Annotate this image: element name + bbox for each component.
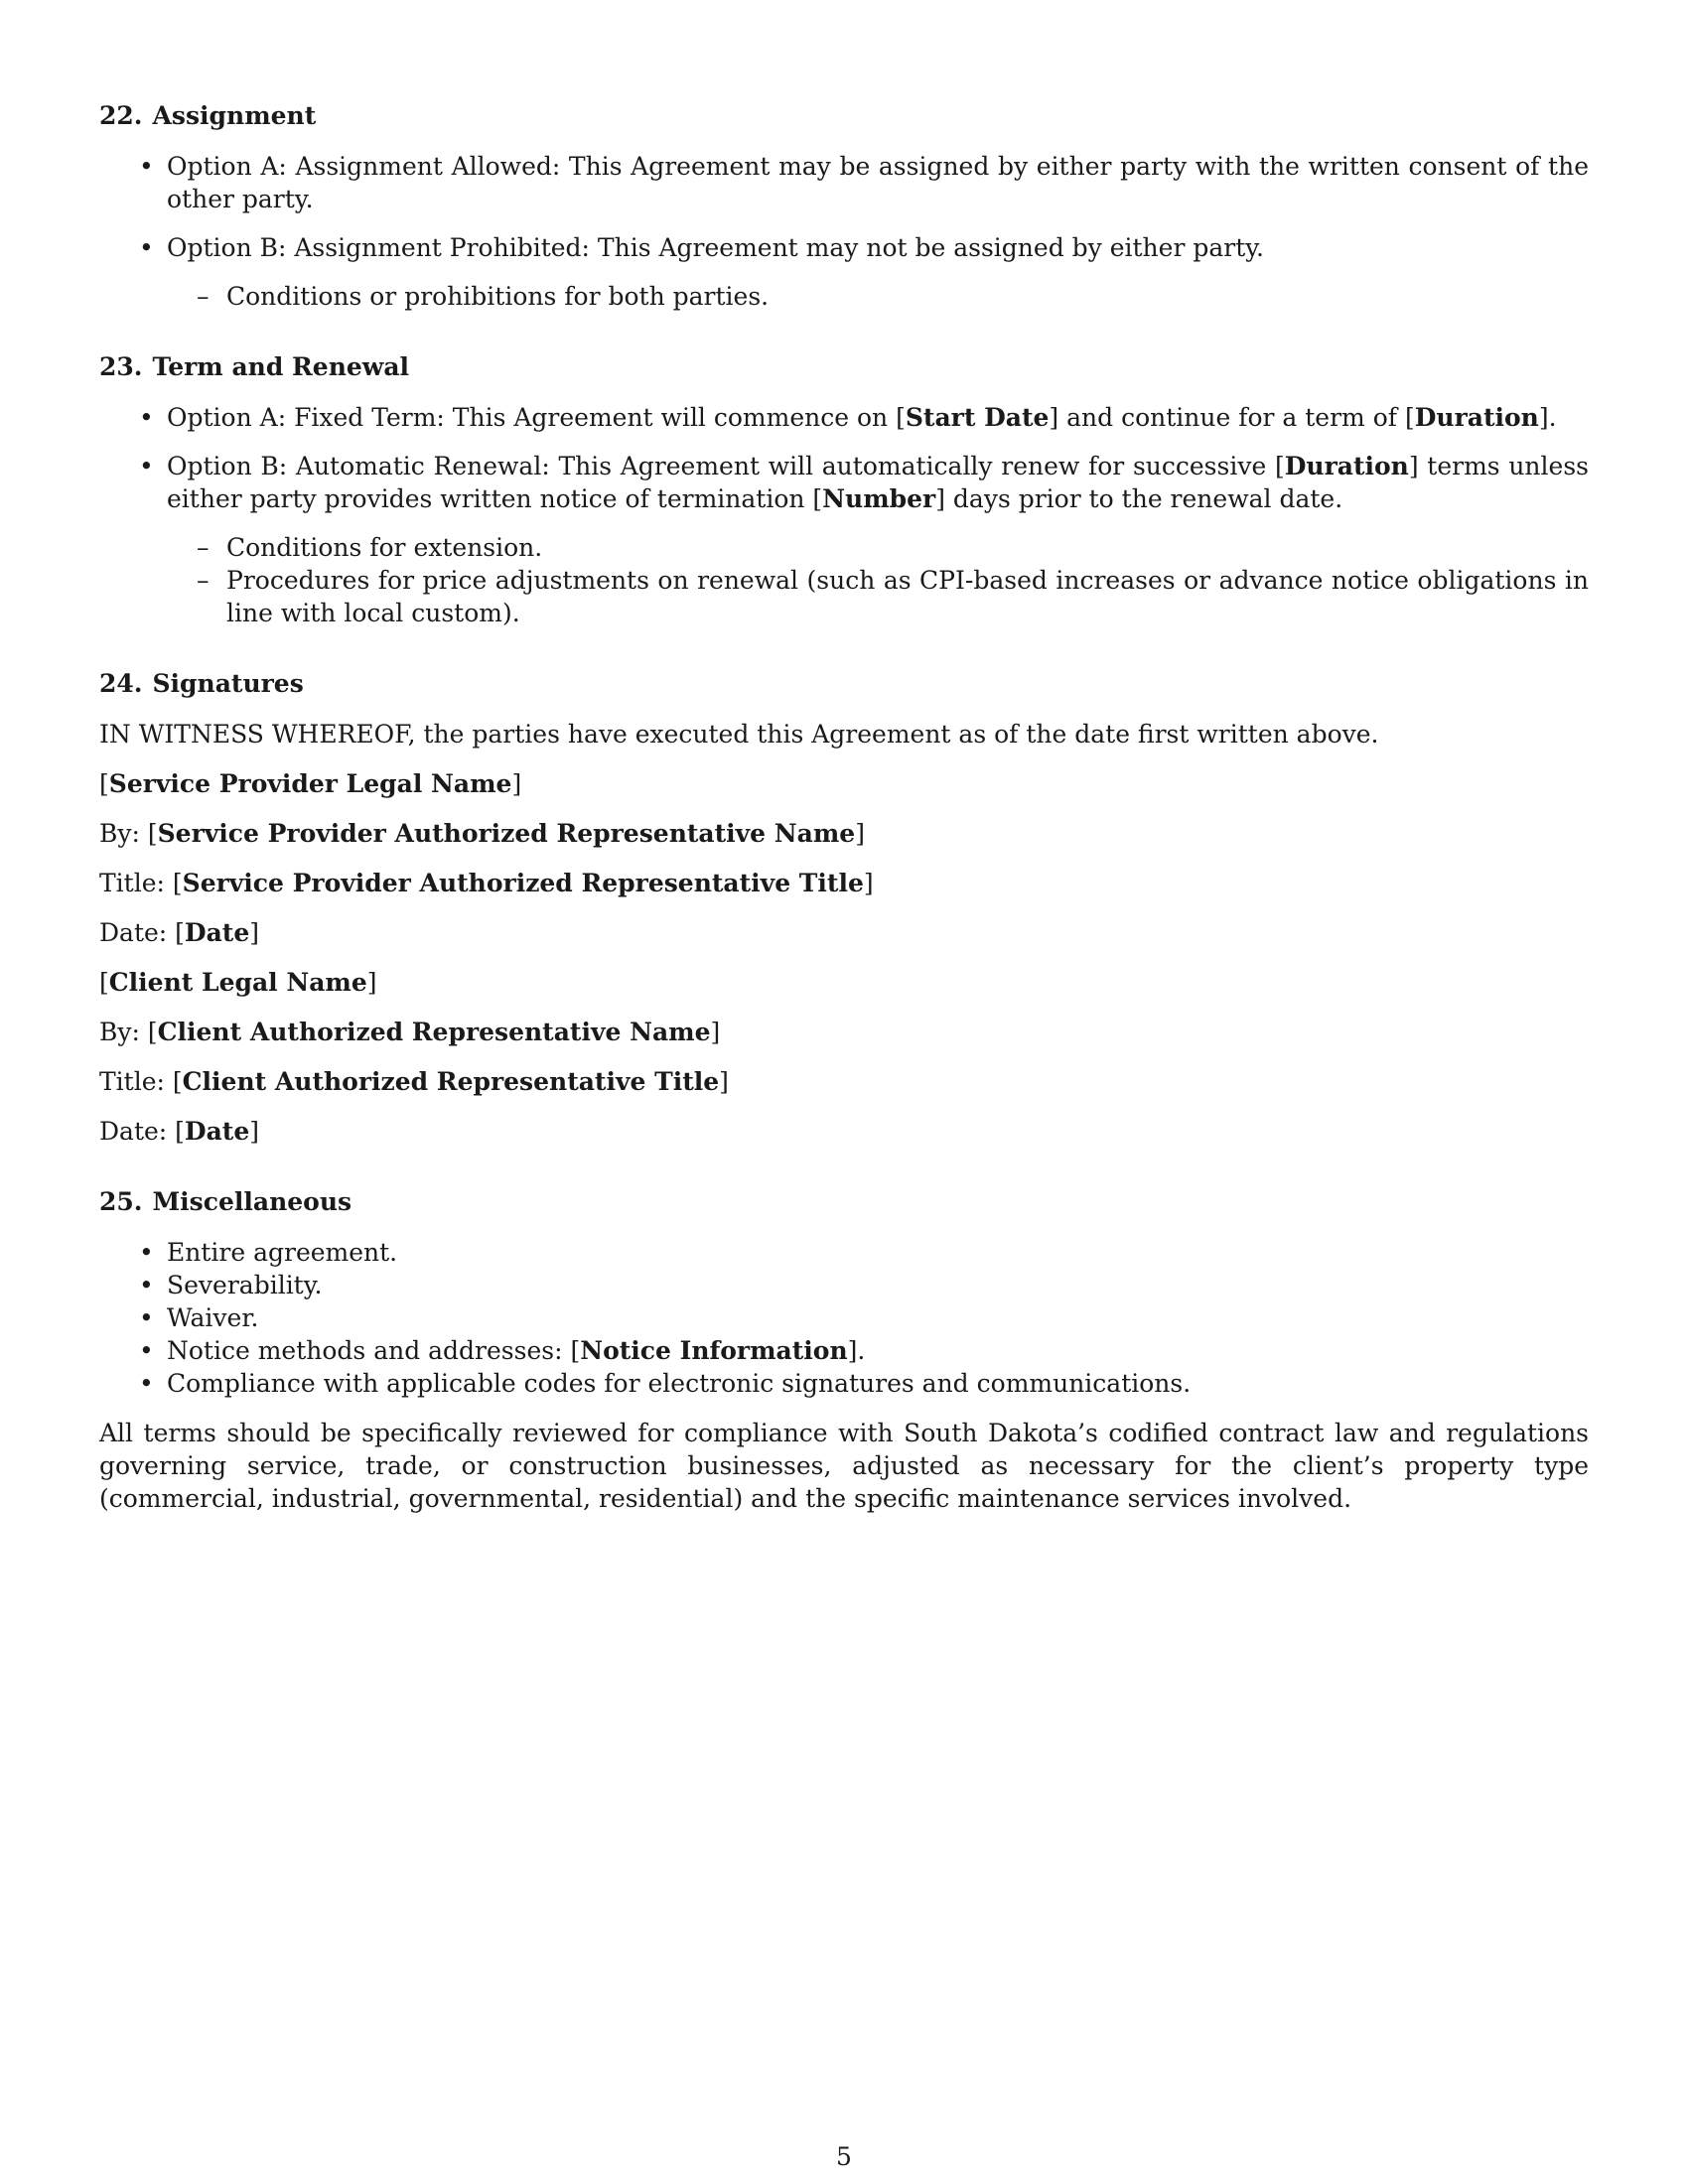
section-number: 23. bbox=[99, 352, 143, 381]
by-label: By: bbox=[99, 819, 140, 848]
closing-paragraph: All terms should be specifically reviewed for compliance with South Dakota’s codified contract law and regulations governing service, trade, or construction businesses, adjusted as necessary for the client’s property type (commercial, industrial, governmental, residential) and the specific maintenance services involved. bbox=[99, 1419, 1589, 1513]
provider-rep-title: Service Provider Authorized Representative Title bbox=[182, 869, 864, 897]
section-title: Assignment bbox=[152, 101, 317, 130]
date-label: Date: bbox=[99, 918, 168, 947]
placeholder-duration: Duration bbox=[1284, 452, 1409, 480]
bullet-icon: • bbox=[139, 1271, 154, 1299]
section-miscellaneous bbox=[99, 1185, 1589, 1515]
text-run: ] days prior to the renewal date. bbox=[935, 484, 1343, 513]
option-b-text: Option B: Assignment Prohibited: This Agreement may not be assigned by either party. bbox=[167, 233, 1265, 262]
misc-item-text: Waiver. bbox=[167, 1303, 259, 1332]
bullet-icon: • bbox=[139, 1336, 154, 1365]
list-item bbox=[99, 150, 1589, 215]
client-by-line: By: [Client Authorized Representative Name] bbox=[99, 1018, 721, 1046]
text-run: Notice methods and addresses: [ bbox=[167, 1336, 581, 1365]
bullet-icon: • bbox=[139, 1369, 154, 1398]
list-item bbox=[99, 1269, 1589, 1301]
text-run: ]. bbox=[847, 1336, 866, 1365]
section-assignment bbox=[99, 99, 1589, 313]
list-item bbox=[99, 1334, 1589, 1367]
sub-list bbox=[167, 280, 1589, 313]
misc-item-text: Entire agreement. bbox=[167, 1238, 398, 1267]
provider-legal-name: Service Provider Legal Name bbox=[108, 769, 512, 798]
section-number: 25. bbox=[99, 1187, 143, 1216]
section-heading bbox=[99, 350, 1589, 383]
misc-item-text: Compliance with applicable codes for electronic signatures and communications. bbox=[167, 1369, 1192, 1398]
witness-paragraph: IN WITNESS WHEREOF, the parties have executed this Agreement as of the date first written above. bbox=[99, 720, 1379, 749]
text-run: ] terms unless either party provides written notice of termination [ bbox=[167, 452, 1589, 513]
dash-icon: – bbox=[197, 566, 210, 595]
sub-item-text: Conditions or prohibitions for both parties. bbox=[226, 282, 770, 311]
dash-icon: – bbox=[197, 533, 210, 562]
client-legal-name: Client Legal Name bbox=[108, 968, 367, 997]
section-heading bbox=[99, 667, 1589, 700]
page-number: 5 bbox=[836, 2142, 852, 2171]
title-label: Title: bbox=[99, 869, 165, 897]
bullet-list bbox=[99, 150, 1589, 313]
section-signatures bbox=[99, 667, 1589, 1148]
list-item bbox=[99, 1236, 1589, 1269]
bullet-list bbox=[99, 401, 1589, 629]
section-number: 22. bbox=[99, 101, 143, 130]
title-label: Title: bbox=[99, 1067, 165, 1096]
provider-date-line: Date: [Date] bbox=[99, 918, 260, 947]
sub-list-item bbox=[167, 531, 1589, 564]
placeholder-number: Number bbox=[822, 484, 936, 513]
bullet-icon: • bbox=[139, 452, 154, 480]
provider-rep-name: Service Provider Authorized Representative Name bbox=[157, 819, 856, 848]
sub-list-item bbox=[167, 280, 1589, 313]
list-item bbox=[99, 1301, 1589, 1334]
text-run: Option A: Fixed Term: This Agreement will commence on [ bbox=[167, 403, 906, 432]
client-rep-title: Client Authorized Representative Title bbox=[182, 1067, 720, 1096]
client-rep-name: Client Authorized Representative Name bbox=[157, 1018, 711, 1046]
provider-legal-name-line: [Service Provider Legal Name] bbox=[99, 769, 522, 798]
document-page bbox=[99, 99, 1589, 1553]
sub-item-text: Procedures for price adjustments on renewal (such as CPI-based increases or advance notice obligations in line with local custom). bbox=[226, 566, 1589, 627]
text-run: ] and continue for a term of [ bbox=[1049, 403, 1415, 432]
section-number: 24. bbox=[99, 669, 143, 698]
list-item bbox=[99, 231, 1589, 313]
client-date-line: Date: [Date] bbox=[99, 1117, 260, 1146]
bullet-list bbox=[99, 1236, 1589, 1400]
section-term-renewal bbox=[99, 350, 1589, 629]
bullet-icon: • bbox=[139, 1303, 154, 1332]
placeholder-start-date: Start Date bbox=[905, 403, 1050, 432]
date-placeholder: Date bbox=[184, 1117, 250, 1146]
section-heading bbox=[99, 99, 1589, 132]
list-item bbox=[99, 450, 1589, 629]
text-run: ]. bbox=[1538, 403, 1557, 432]
by-label: By: bbox=[99, 1018, 140, 1046]
provider-title-line: Title: [Service Provider Authorized Representative Title] bbox=[99, 869, 874, 897]
section-title: Term and Renewal bbox=[152, 352, 410, 381]
list-item bbox=[99, 401, 1589, 434]
section-heading bbox=[99, 1185, 1589, 1218]
section-title: Signatures bbox=[152, 669, 304, 698]
dash-icon: – bbox=[197, 282, 210, 311]
text-run: Option B: Automatic Renewal: This Agreement will automatically renew for successive [ bbox=[167, 452, 1285, 480]
bullet-icon: • bbox=[139, 1238, 154, 1267]
misc-item-text: Severability. bbox=[167, 1271, 323, 1299]
client-title-line: Title: [Client Authorized Representative Title] bbox=[99, 1067, 729, 1096]
sub-list bbox=[167, 531, 1589, 629]
provider-by-line: By: [Service Provider Authorized Representative Name] bbox=[99, 819, 865, 848]
date-placeholder: Date bbox=[184, 918, 250, 947]
placeholder-duration: Duration bbox=[1414, 403, 1539, 432]
sub-item-text: Conditions for extension. bbox=[226, 533, 543, 562]
sub-list-item bbox=[167, 564, 1589, 629]
client-legal-name-line: [Client Legal Name] bbox=[99, 968, 377, 997]
date-label: Date: bbox=[99, 1117, 168, 1146]
bullet-icon: • bbox=[139, 403, 154, 432]
bullet-icon: • bbox=[139, 152, 154, 181]
option-a-text: Option A: Assignment Allowed: This Agreement may be assigned by either party with the written consent of the other party. bbox=[167, 152, 1589, 213]
list-item bbox=[99, 1367, 1589, 1400]
section-title: Miscellaneous bbox=[152, 1187, 352, 1216]
bullet-icon: • bbox=[139, 233, 154, 262]
placeholder-notice-information: Notice Information bbox=[580, 1336, 848, 1365]
